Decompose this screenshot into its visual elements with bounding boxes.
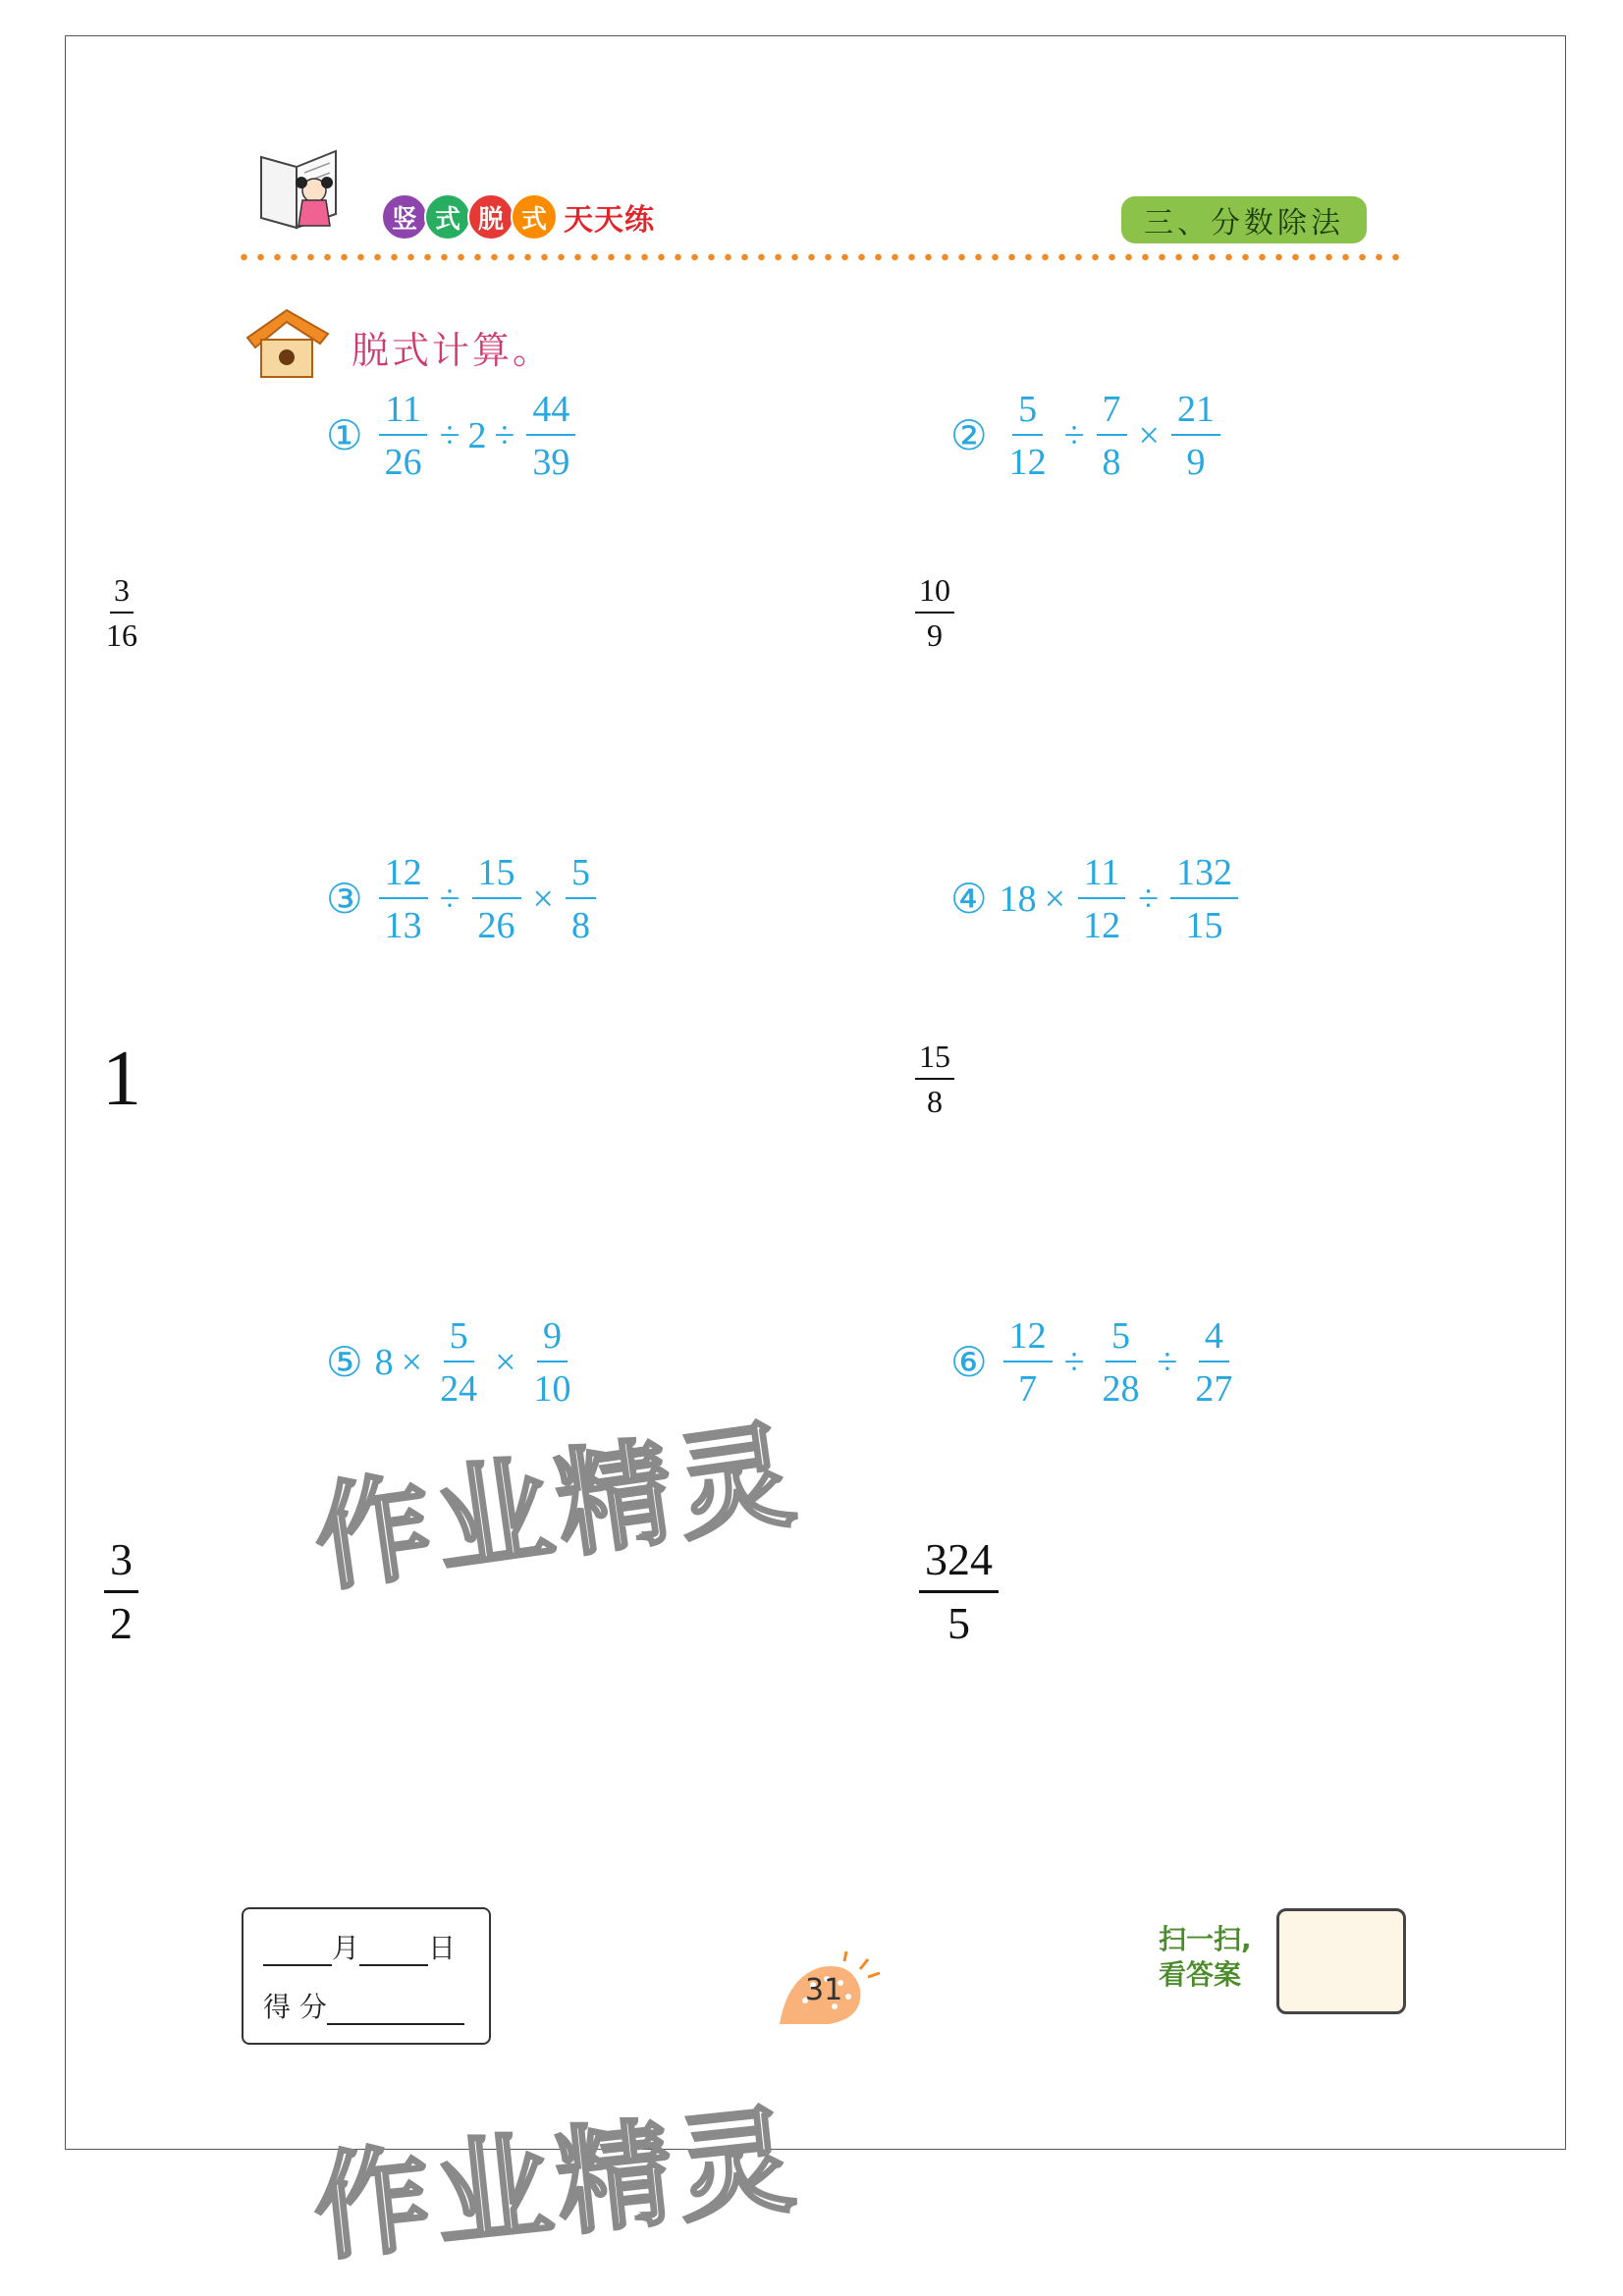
denominator: 16 bbox=[106, 617, 137, 653]
problem-number: ② bbox=[950, 414, 988, 459]
book-girl-logo-icon bbox=[253, 137, 344, 236]
day-blank[interactable] bbox=[359, 1964, 428, 1966]
denominator: 2 bbox=[110, 1598, 133, 1648]
score-line bbox=[263, 1986, 464, 2025]
watermark: 作业精灵 bbox=[307, 2091, 806, 2277]
numerator: 11 bbox=[1078, 854, 1126, 899]
numerator: 11 bbox=[379, 391, 427, 436]
fraction bbox=[566, 854, 596, 944]
denominator: 12 bbox=[1008, 442, 1047, 483]
scan-line-2: 看答案 bbox=[1159, 1958, 1242, 1992]
scan-line-1: 扫一扫, bbox=[1159, 1923, 1252, 1955]
date-score-box bbox=[242, 1907, 491, 2045]
operator: × bbox=[1044, 879, 1066, 920]
denominator: 27 bbox=[1195, 1368, 1233, 1410]
problem-number: ③ bbox=[326, 878, 363, 923]
month-label: 月 bbox=[332, 1932, 360, 1964]
fraction bbox=[1097, 391, 1127, 481]
numerator: 10 bbox=[915, 574, 954, 614]
denominator: 24 bbox=[440, 1368, 478, 1410]
operator: × bbox=[532, 879, 554, 920]
problem-number: ④ bbox=[950, 878, 988, 923]
fraction bbox=[1097, 1317, 1146, 1408]
problem-4 bbox=[950, 854, 1242, 944]
birdhouse-icon bbox=[242, 304, 332, 383]
watermark: 作业精灵 bbox=[306, 1406, 808, 1608]
numerator: 5 bbox=[1012, 391, 1043, 436]
denominator: 8 bbox=[1102, 442, 1121, 483]
denominator: 13 bbox=[384, 905, 422, 946]
logo-title bbox=[381, 193, 655, 240]
denominator: 7 bbox=[1018, 1368, 1038, 1410]
denominator: 26 bbox=[477, 905, 515, 946]
problem-number: ① bbox=[326, 414, 363, 459]
month-blank[interactable] bbox=[263, 1964, 332, 1966]
operator: ÷ bbox=[1063, 1342, 1085, 1383]
fraction bbox=[1171, 391, 1220, 481]
answer-6 bbox=[919, 1534, 999, 1648]
answer-2 bbox=[915, 574, 954, 651]
answer-3: 1 bbox=[102, 1036, 141, 1122]
answer-4 bbox=[915, 1041, 954, 1117]
integer: 2 bbox=[467, 415, 487, 456]
integer: 8 bbox=[374, 1342, 394, 1383]
numerator: 7 bbox=[1097, 391, 1127, 436]
fraction bbox=[472, 854, 521, 944]
numerator: 132 bbox=[1170, 854, 1238, 899]
numerator: 324 bbox=[919, 1537, 999, 1593]
fraction bbox=[1170, 854, 1238, 944]
operator: × bbox=[1138, 415, 1160, 456]
fraction bbox=[434, 1317, 483, 1408]
denominator: 5 bbox=[947, 1598, 970, 1648]
integer: 18 bbox=[999, 879, 1037, 920]
operator: ÷ bbox=[1063, 415, 1085, 456]
numerator: 3 bbox=[110, 574, 134, 614]
dotted-divider bbox=[236, 253, 1404, 261]
numerator: 9 bbox=[537, 1317, 568, 1362]
qr-code-box[interactable] bbox=[1276, 1908, 1406, 2014]
operator: ÷ bbox=[494, 415, 515, 456]
problem-2 bbox=[950, 391, 1224, 481]
denominator: 39 bbox=[532, 442, 570, 483]
fraction bbox=[1003, 391, 1053, 481]
logo-char-1: 竖 bbox=[381, 193, 428, 240]
numerator: 15 bbox=[472, 854, 521, 899]
fraction bbox=[1003, 1317, 1053, 1408]
operator: ÷ bbox=[1157, 1342, 1178, 1383]
operator: × bbox=[495, 1342, 516, 1383]
numerator: 5 bbox=[1106, 1317, 1136, 1362]
day-label: 日 bbox=[428, 1932, 457, 1964]
fraction bbox=[526, 391, 575, 481]
fraction bbox=[1189, 1317, 1238, 1408]
problem-3 bbox=[326, 854, 600, 944]
scan-prompt bbox=[1159, 1922, 1252, 1994]
denominator: 15 bbox=[1185, 905, 1223, 946]
denominator: 9 bbox=[1186, 442, 1206, 483]
operator: ÷ bbox=[439, 415, 460, 456]
numerator: 5 bbox=[444, 1317, 474, 1362]
operator: ÷ bbox=[1138, 879, 1159, 920]
answer-1 bbox=[102, 574, 141, 651]
denominator: 8 bbox=[570, 905, 590, 946]
logo-char-2: 式 bbox=[424, 193, 471, 240]
problem-6 bbox=[950, 1317, 1242, 1408]
logo-char-4: 式 bbox=[511, 193, 558, 240]
numerator: 21 bbox=[1171, 391, 1220, 436]
fraction bbox=[528, 1317, 577, 1408]
numerator: 15 bbox=[915, 1041, 954, 1080]
denominator: 9 bbox=[927, 617, 943, 653]
denominator: 28 bbox=[1102, 1368, 1140, 1410]
score-label: 得 分 bbox=[263, 1991, 327, 2023]
operator: ÷ bbox=[439, 879, 460, 920]
denominator: 8 bbox=[927, 1084, 943, 1119]
problem-number: ⑥ bbox=[950, 1341, 988, 1386]
numerator: 4 bbox=[1199, 1317, 1229, 1362]
denominator: 10 bbox=[533, 1368, 571, 1410]
chapter-badge: 三、分数除法 bbox=[1121, 196, 1367, 243]
problem-5 bbox=[326, 1317, 581, 1408]
fraction bbox=[379, 854, 428, 944]
problem-1 bbox=[326, 391, 579, 481]
fraction bbox=[379, 391, 428, 481]
operator: × bbox=[401, 1342, 423, 1383]
numerator: 5 bbox=[566, 854, 596, 899]
page-number: 31 bbox=[805, 1973, 843, 2007]
numerator: 44 bbox=[526, 391, 575, 436]
answer-5 bbox=[104, 1534, 138, 1648]
numerator: 3 bbox=[104, 1537, 138, 1593]
numerator: 12 bbox=[1003, 1317, 1053, 1362]
section-heading: 脱式计算。 bbox=[352, 329, 554, 372]
date-line bbox=[263, 1927, 456, 1966]
problem-number: ⑤ bbox=[326, 1341, 363, 1386]
logo-suffix: 天天练 bbox=[564, 203, 655, 238]
score-blank[interactable] bbox=[327, 2023, 464, 2025]
denominator: 26 bbox=[384, 442, 422, 483]
fraction bbox=[1077, 854, 1126, 944]
logo-char-3: 脱 bbox=[467, 193, 514, 240]
numerator: 12 bbox=[379, 854, 428, 899]
denominator: 12 bbox=[1083, 905, 1121, 946]
